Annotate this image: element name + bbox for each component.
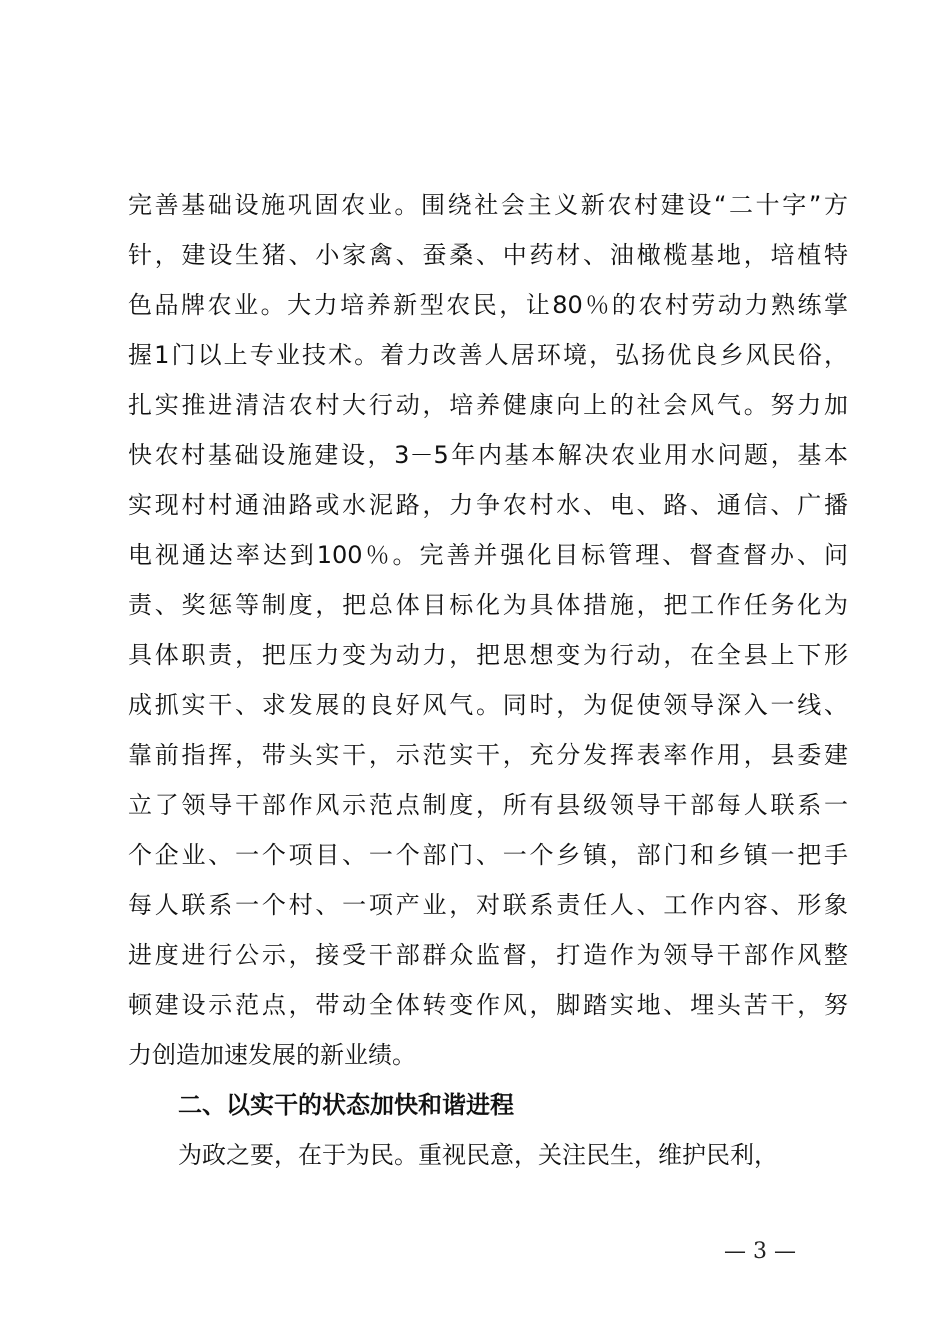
paragraph-line: 实现村村通油路或水泥路，力争农村水、电、路、通信、广播 bbox=[128, 491, 848, 519]
paragraph-line: 责、奖惩等制度，把总体目标化为具体措施，把工作任务化为 bbox=[128, 591, 848, 619]
section-heading: 二、以实干的状态加快和谐进程 bbox=[178, 1091, 514, 1119]
paragraph-line: 针，建设生猪、小家禽、蚕桑、中药材、油橄榄基地，培植特 bbox=[128, 241, 848, 269]
paragraph-line: 快农村基础设施建设，3－5年内基本解决农业用水问题，基本 bbox=[128, 441, 848, 469]
paragraph-line: 顿建设示范点，带动全体转变作风，脚踏实地、埋头苦干，努 bbox=[128, 991, 848, 1019]
page-number: — 3 — bbox=[724, 1239, 796, 1264]
paragraph-line: 进度进行公示，接受干部群众监督，打造作为领导干部作风整 bbox=[128, 941, 848, 969]
paragraph-line: 力创造加速发展的新业绩。 bbox=[128, 1041, 416, 1069]
paragraph-line: 每人联系一个村、一项产业，对联系责任人、工作内容、形象 bbox=[128, 891, 848, 919]
paragraph-line: 具体职责，把压力变为动力，把思想变为行动，在全县上下形 bbox=[128, 641, 848, 669]
paragraph-line: 握1门以上专业技术。着力改善人居环境，弘扬优良乡风民俗， bbox=[128, 341, 848, 369]
body-text bbox=[128, 180, 848, 1180]
paragraph-line: 个企业、一个项目、一个部门、一个乡镇，部门和乡镇一把手 bbox=[128, 841, 848, 869]
paragraph-line: 为政之要，在于为民。重视民意，关注民生，维护民利， bbox=[178, 1141, 778, 1169]
paragraph-line: 靠前指挥，带头实干，示范实干，充分发挥表率作用，县委建 bbox=[128, 741, 848, 769]
paragraph-line: 立了领导干部作风示范点制度，所有县级领导干部每人联系一 bbox=[128, 791, 848, 819]
paragraph-line: 扎实推进清洁农村大行动，培养健康向上的社会风气。努力加 bbox=[128, 391, 848, 419]
paragraph-line: 电视通达率达到100％。完善并强化目标管理、督查督办、问 bbox=[128, 541, 848, 569]
paragraph-line: 色品牌农业。大力培养新型农民，让80％的农村劳动力熟练掌 bbox=[128, 291, 848, 319]
paragraph-line: 完善基础设施巩固农业。围绕社会主义新农村建设“二十字”方 bbox=[128, 191, 848, 219]
paragraph-line: 成抓实干、求发展的良好风气。同时，为促使领导深入一线、 bbox=[128, 691, 848, 719]
